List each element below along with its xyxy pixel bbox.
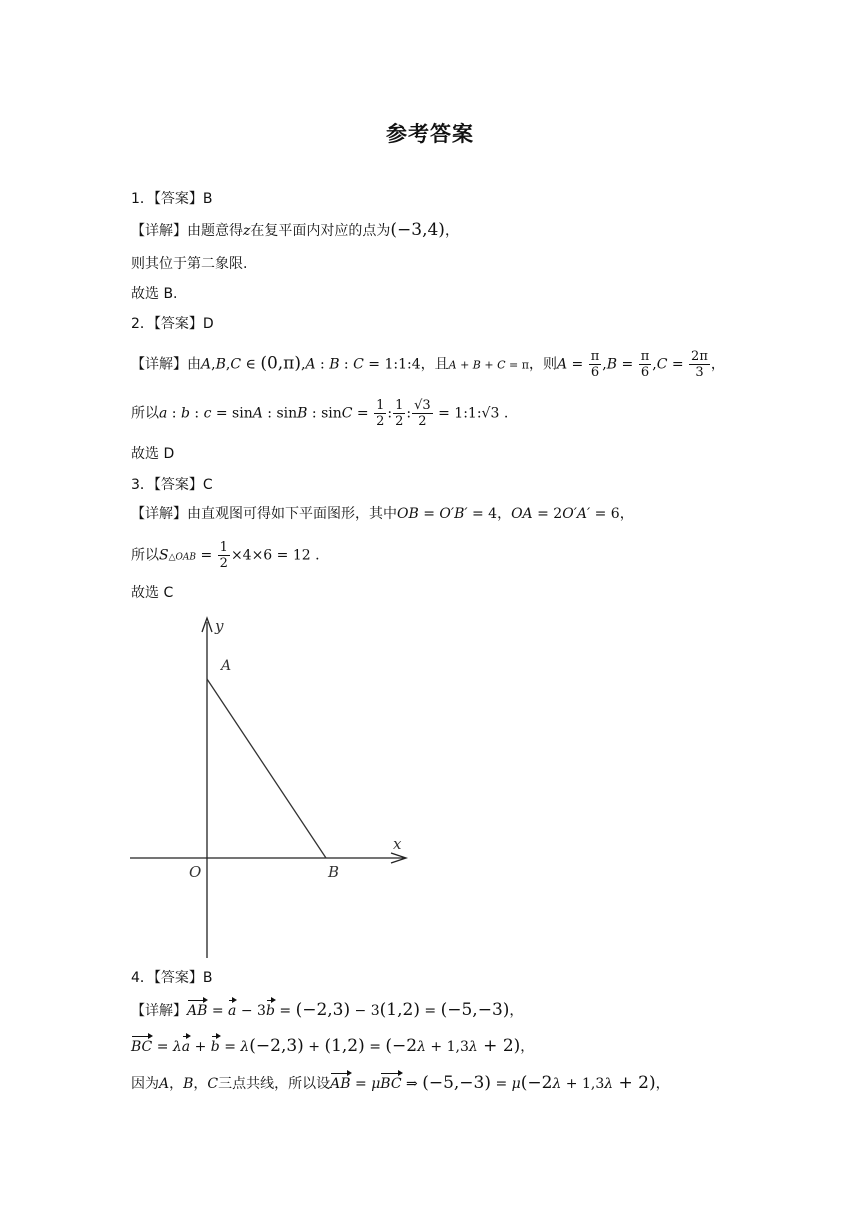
q2-conclusion: 故选 D	[131, 446, 175, 462]
page-title: 参考答案	[386, 122, 474, 146]
q4-collinear: 因为A，B，C三点共线，所以设AB = μBC ⇒ (−5,−3) = μ(−2λ + 1,3λ + 2)，	[131, 1073, 670, 1093]
q2-ratio: 所以a : b : c = sinA : sinB : sinC = $\frac{1}{2}$ : $\frac{1}{2}$ : $\frac{√3}{2}$ = 1:1:√3 .	[131, 398, 509, 429]
q3-conclusion: 故选 C	[131, 585, 174, 601]
point-a-label: A	[221, 658, 232, 674]
q3-area: 所以S△OAB = $\frac{1}{2}$ ×4×6 = 12 .	[131, 540, 320, 571]
q1-line2: 则其位于第二象限.	[131, 256, 248, 272]
q4-answer: 4．【答案】B	[131, 970, 213, 986]
q4-bc: BC = λa + b = λ(−2,3) + (1,2) = (−2λ + 1,3λ + 2)，	[131, 1036, 535, 1056]
q2-detail: 【详解】由A,B,C ∈ (0,π),A : B : C = 1:1:4，且A + B + C = π，则A = $\frac{\pi}{6}$ ,B = $\frac{\pi}{6}$ ,C = $\frac{2\pi}{3}$ ，	[131, 349, 725, 380]
origin-label: O	[189, 863, 202, 881]
segment-ab	[207, 679, 326, 858]
q4-ab: 【详解】AB = a − 3b = (−2,3) − 3(1,2) = (−5,−3)，	[131, 1000, 524, 1020]
point-b-label: B	[328, 863, 340, 881]
y-axis-label: y	[215, 617, 224, 635]
q3-detail: 【详解】由直观图可得如下平面图形，其中OB = O′B′ = 4，OA = 2O′A′ = 6，	[131, 506, 634, 522]
x-axis-label: x	[393, 835, 402, 853]
q1-line3: 故选 B.	[131, 286, 178, 302]
q1-detail: 【详解】由题意得z在复平面内对应的点为(−3,4)，	[131, 220, 459, 240]
q2-answer: 2．【答案】D	[131, 316, 214, 332]
q3-answer: 3．【答案】C	[131, 477, 213, 493]
q1-answer: 1．【答案】B	[131, 191, 213, 207]
triangle-figure	[125, 612, 425, 962]
